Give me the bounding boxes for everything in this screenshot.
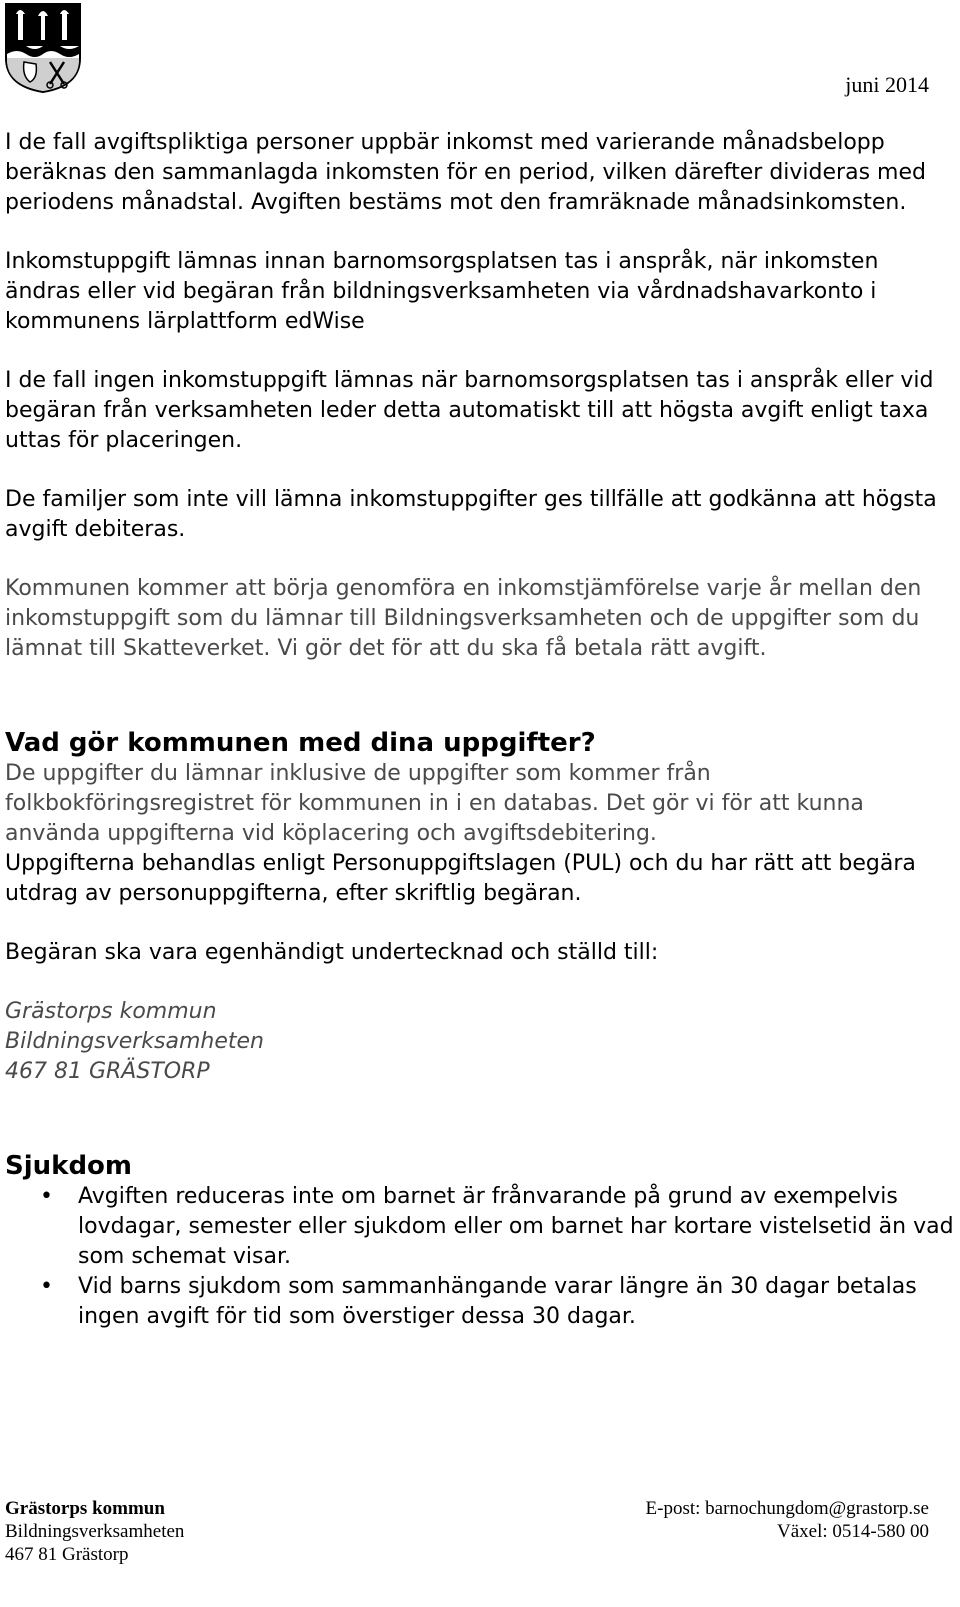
footer-email: E-post: barnochungdom@grastorp.se bbox=[645, 1498, 929, 1519]
footer-org: Grästorps kommun bbox=[5, 1498, 165, 1519]
paragraph-income-submission: Inkomstuppgift lämnas innan barnomsorgsplatsen tas i anspråk, när inkomsten ändras eller vid begäran från bildningsverksamheten via vårdnadshavarkonto i kommunens lärplattform edWise bbox=[5, 249, 879, 334]
coat-of-arms-logo bbox=[4, 2, 82, 94]
paragraph-income-comparison: Kommunen kommer att börja genomföra en inkomstjämförelse varje år mellan den inkomstuppgift som du lämnar till Bildningsverksamheten och de uppgifter som du lämnat till Skatteverket. Vi gör det för att du ska få betala rätt avgift. bbox=[5, 576, 922, 661]
paragraph-no-income-info: I de fall ingen inkomstuppgift lämnas när barnomsorgsplatsen tas i anspråk eller vid begäran från verksamheten leder detta automatiskt till att högsta avgift enligt taxa uttas för placeringen. bbox=[5, 368, 934, 453]
paragraph-request: Begäran ska vara egenhändigt undertecknad och ställd till: bbox=[5, 940, 659, 965]
list-item: • Vid barns sjukdom som sammanhängande varar längre än 30 dagar betalas ingen avgift för tid som överstiger dessa 30 dagar. bbox=[78, 1272, 955, 1332]
address-line-dept: Bildningsverksamheten bbox=[5, 1029, 265, 1054]
paragraph-max-fee-consent: De familjer som inte vill lämna inkomstuppgifter ges tillfälle att godkänna att högsta avgift debiteras. bbox=[5, 487, 937, 542]
paragraph-varying-income: I de fall avgiftspliktiga personer uppbär inkomst med varierande månadsbelopp beräknas den sammanlagda inkomsten för en period, vilken därefter divideras med periodens månadstal. Avgiften bestäms mot den framräknade månadsinkomsten. bbox=[5, 130, 926, 215]
mailing-address bbox=[5, 997, 955, 1087]
footer-dept: Bildningsverksamheten bbox=[5, 1521, 185, 1542]
document-date: juni 2014 bbox=[845, 72, 929, 97]
paragraph-database: De uppgifter du lämnar inklusive de uppgifter som kommer från folkbokföringsregistret för kommunen in i en databas. Det gör vi för att kunna använda uppgifterna vid köplacering och avgiftsdebitering. bbox=[5, 761, 864, 846]
footer-postal: 467 81 Grästorp bbox=[5, 1544, 129, 1565]
heading-sickness: Sjukdom bbox=[5, 1151, 133, 1181]
heading-data-usage: Vad gör kommunen med dina uppgifter? bbox=[5, 728, 596, 758]
footer-phone: Växel: 0514-580 00 bbox=[777, 1521, 929, 1542]
document-body bbox=[5, 128, 955, 1332]
list-item: • Avgiften reduceras inte om barnet är frånvarande på grund av exempelvis lovdagar, semester eller sjukdom eller om barnet har kortare vistelsetid än vad som schemat visar. bbox=[78, 1182, 955, 1272]
address-line-org: Grästorps kommun bbox=[5, 999, 217, 1024]
address-line-postal: 467 81 GRÄSTORP bbox=[5, 1059, 210, 1084]
paragraph-pul: Uppgifterna behandlas enligt Personuppgiftslagen (PUL) och du har rätt att begära utdrag av personuppgifterna, efter skriftlig begäran. bbox=[5, 851, 916, 906]
sickness-bullet-list bbox=[5, 1182, 955, 1332]
